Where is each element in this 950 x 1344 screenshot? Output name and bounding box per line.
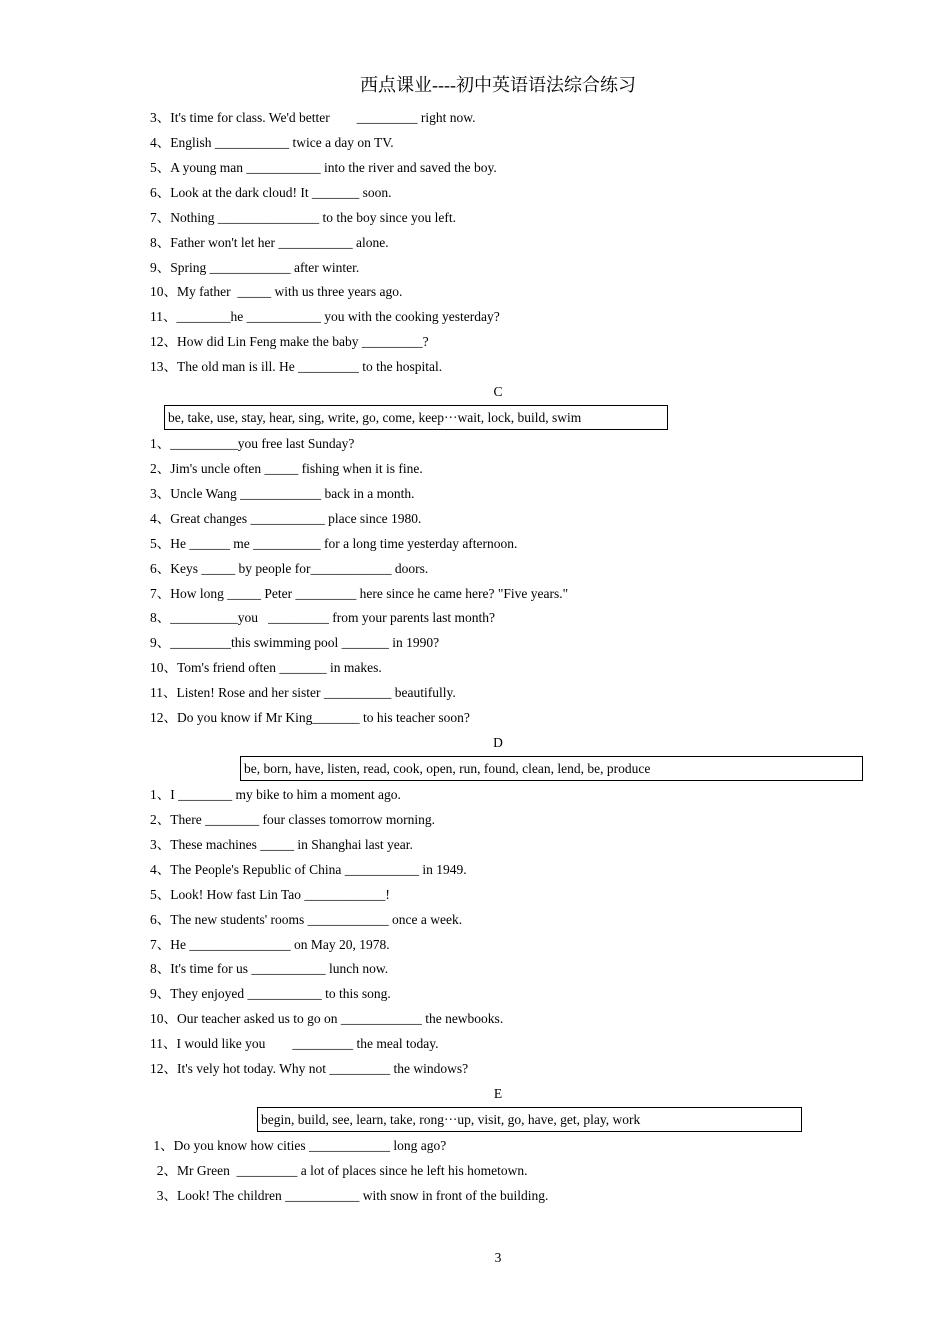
page-title: 西点课业----初中英语语法综合练习: [360, 75, 636, 95]
word-box-e: begin, build, see, learn, take, rong···up, visit, go, have, get, play, work: [257, 1107, 802, 1132]
exercise-line: 12、How did Lin Feng make the baby _________?: [150, 334, 429, 349]
exercise-line: 7、Nothing _______________ to the boy since you left.: [150, 210, 456, 225]
section-label-d: D: [493, 735, 503, 750]
exercise-line: 3、Uncle Wang ____________ back in a month.: [150, 486, 415, 501]
exercise-line: 10、Our teacher asked us to go on ____________ the newbooks.: [150, 1011, 504, 1026]
exercise-line: 3、Look! The children ___________ with snow in front of the building.: [150, 1188, 549, 1203]
exercise-line: 13、The old man is ill. He _________ to the hospital.: [150, 359, 443, 374]
exercise-line: 8、__________you _________ from your parents last month?: [150, 610, 495, 625]
exercise-line: 1、__________you free last Sunday?: [150, 436, 355, 451]
page-number: 3: [494, 1250, 502, 1265]
exercise-line: 11、I would like you _________ the meal today.: [150, 1036, 439, 1051]
exercise-line: 8、Father won't let her ___________ alone.: [150, 235, 389, 250]
exercise-line: 11、Listen! Rose and her sister __________ beautifully.: [150, 685, 456, 700]
exercise-line: 2、There ________ four classes tomorrow morning.: [150, 812, 435, 827]
exercise-line: 9、They enjoyed ___________ to this song.: [150, 986, 391, 1001]
exercise-line: 12、Do you know if Mr King_______ to his teacher soon?: [150, 710, 470, 725]
exercise-line: 10、Tom's friend often _______ in makes.: [150, 660, 382, 675]
exercise-line: 3、It's time for class. We'd better _________ right now.: [150, 110, 476, 125]
exercise-line: 11、________he ___________ you with the cooking yesterday?: [150, 309, 500, 324]
exercise-line: 4、Great changes ___________ place since 1980.: [150, 511, 422, 526]
exercise-line: 12、It's vely hot today. Why not _________ the windows?: [150, 1061, 469, 1076]
exercise-line: 3、These machines _____ in Shanghai last year.: [150, 837, 413, 852]
exercise-line: 9、_________this swimming pool _______ in 1990?: [150, 635, 440, 650]
word-box-c: be, take, use, stay, hear, sing, write, go, come, keep···wait, lock, build, swim: [164, 405, 668, 430]
exercise-line: 4、The People's Republic of China ___________ in 1949.: [150, 862, 467, 877]
exercise-line: 7、He _______________ on May 20, 1978.: [150, 937, 390, 952]
exercise-line: 6、The new students' rooms ____________ once a week.: [150, 912, 463, 927]
section-label-e: E: [493, 1086, 503, 1101]
exercise-line: 6、Look at the dark cloud! It _______ soon.: [150, 185, 392, 200]
exercise-line: 5、Look! How fast Lin Tao ____________!: [150, 887, 390, 902]
exercise-line: 5、A young man ___________ into the river and saved the boy.: [150, 160, 497, 175]
exercise-line: 5、He ______ me __________ for a long time yesterday afternoon.: [150, 536, 518, 551]
exercise-line: 1、I ________ my bike to him a moment ago.: [150, 787, 401, 802]
exercise-line: 2、Mr Green _________ a lot of places since he left his hometown.: [150, 1163, 528, 1178]
exercise-line: 6、Keys _____ by people for____________ doors.: [150, 561, 429, 576]
exercise-line: 8、It's time for us ___________ lunch now.: [150, 961, 389, 976]
section-label-c: C: [493, 384, 503, 399]
exercise-line: 10、My father _____ with us three years ago.: [150, 284, 403, 299]
word-box-d: be, born, have, listen, read, cook, open, run, found, clean, lend, be, produce: [240, 756, 863, 781]
exercise-line: 2、Jim's uncle often _____ fishing when it is fine.: [150, 461, 423, 476]
exercise-line: 4、English ___________ twice a day on TV.: [150, 135, 394, 150]
exercise-line: 1、Do you know how cities ____________ long ago?: [150, 1138, 447, 1153]
exercise-line: 7、How long _____ Peter _________ here since he came here? "Five years.": [150, 586, 569, 601]
exercise-line: 9、Spring ____________ after winter.: [150, 260, 360, 275]
